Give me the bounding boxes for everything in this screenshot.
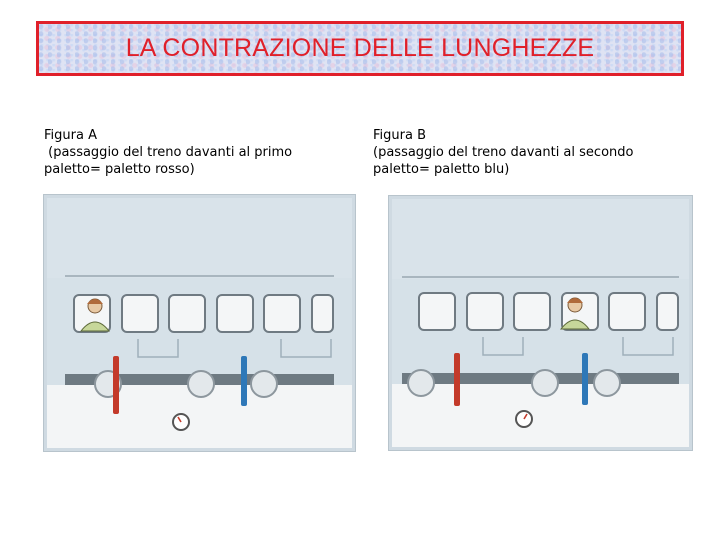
clock-icon [173,414,189,430]
figure-b-desc-line1: (passaggio del treno davanti al secondo [373,145,634,160]
figure-b-caption [373,127,693,178]
figure-a-caption [44,127,344,178]
figure-a-label: Figura A [44,128,97,143]
blue-pole [582,353,588,405]
figure-a-desc-line2: paletto= paletto rosso) [44,162,195,177]
red-pole [113,356,119,414]
blue-pole [241,356,247,406]
figure-b-desc-line2: paletto= paletto blu) [373,162,510,177]
figure-a-desc-line1: (passaggio del treno davanti al primo [44,145,293,160]
clock-icon [516,411,532,427]
figure-b-illustration [388,195,693,451]
title-banner [36,21,684,76]
figure-b-label: Figura B [373,128,426,143]
red-pole [454,353,460,406]
figure-a-illustration [43,194,356,452]
page-title: LA CONTRAZIONE DELLE LUNGHEZZE [125,34,595,62]
